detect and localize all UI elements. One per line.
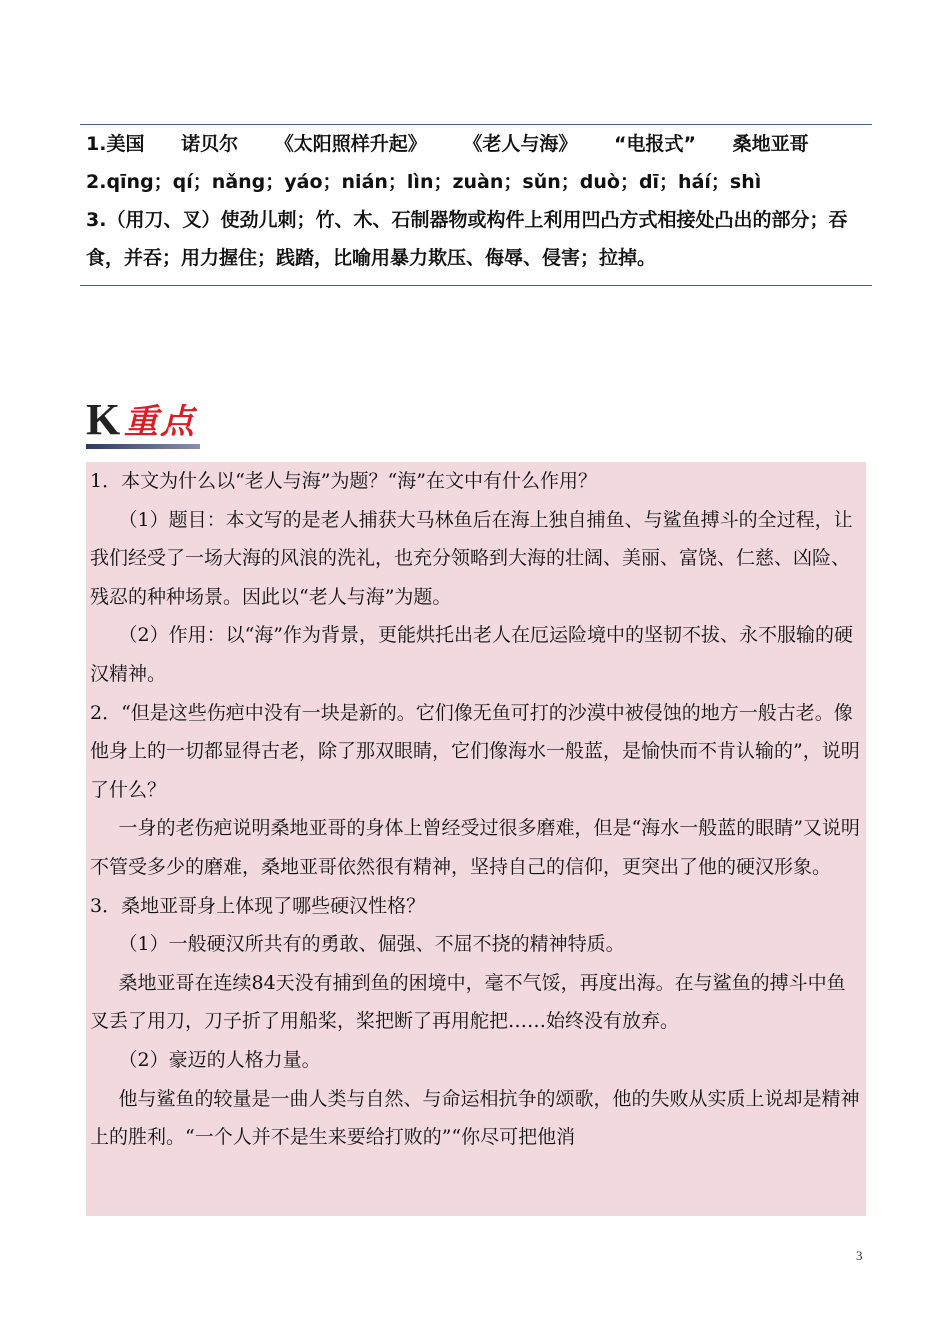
answer-item: 桑地亚哥 <box>732 133 809 155</box>
answer-paragraph: 桑地亚哥在连续84天没有捕到鱼的困境中，毫不气馁，再度出海。在与鲨鱼的搏斗中鱼叉丢了用刀，刀子折了用船桨，桨把断了再用舵把……始终没有放弃。 <box>90 971 846 1033</box>
answer-paragraph: （1）一般硬汉所共有的勇敢、倔强、不屈不挠的精神特质。 <box>118 933 625 956</box>
answer-line-3: 3.（用刀、叉）使劲儿刺；竹、木、石制器物或构件上利用凹凸方式相接处凸出的部分；吞食，并吞；用力握住；践踏，比喻用暴力欺压、侮辱、侵害；拉掉。 <box>86 209 848 269</box>
answer-item: 《老人与海》 <box>463 133 578 155</box>
section-heading <box>86 394 206 456</box>
question-2: 2．“但是这些伤疤中没有一块是新的。它们像无鱼可打的沙漠中被侵蚀的地方一般古老。像他身上的一切都显得古老，除了那双眼睛，它们像海水一般蓝，是愉快而不肯认输的”，说明了什么？ <box>90 701 860 801</box>
answer-line-1 <box>86 125 866 163</box>
answer-paragraph: （2）豪迈的人格力量。 <box>118 1048 321 1071</box>
question-3: 3．桑地亚哥身上体现了哪些硬汉性格？ <box>90 894 426 917</box>
answer-paragraph: （1）题目：本文写的是老人捕获大马林鱼后在海上独自捕鱼、与鲨鱼搏斗的全过程，让我们经受了一场大海的风浪的洗礼，也充分领略到大海的壮阔、美丽、富饶、仁慈、凶险、残忍的种种场景。因此以“老人与海”为题。 <box>90 508 853 608</box>
answer-paragraph: 他与鲨鱼的较量是一曲人类与自然、与命运相抗争的颂歌，他的失败从实质上说却是精神上的胜利。“一个人并不是生来要给打败的”“你尽可把他消 <box>90 1087 860 1149</box>
answer-paragraph: （2）作用：以“海”作为背景，更能烘托出老人在厄运险境中的坚韧不拔、永不服输的硬汉精神。 <box>90 624 854 685</box>
question-1: 1．本文为什么以“老人与海”为题？“海”在文中有什么作用？ <box>90 470 597 492</box>
keypoints-box <box>86 462 866 1216</box>
heading-title: 重点 <box>124 402 196 442</box>
answer-box <box>80 124 872 286</box>
page-number: 3 <box>856 1248 863 1263</box>
answer-paragraph: 一身的老伤疤说明桑地亚哥的身体上曾经受过很多磨难，但是“海水一般蓝的眼睛”又说明不管受多少的磨难，桑地亚哥依然很有精神，坚持自己的信仰，更突出了他的硬汉形象。 <box>90 817 860 878</box>
answer-item: 《太阳照样升起》 <box>274 133 427 155</box>
answer-line-2: 2.qīng；qí；nǎng；yáo；nián；lìn；zuàn；sǔn；duò；dī；háí；shì <box>86 171 762 193</box>
answer-item: “电报式” <box>614 133 696 155</box>
heading-underline <box>86 444 200 449</box>
answer-item: 1.美国 <box>86 133 145 155</box>
heading-letter: K <box>86 395 121 444</box>
answer-item: 诺贝尔 <box>181 133 239 155</box>
